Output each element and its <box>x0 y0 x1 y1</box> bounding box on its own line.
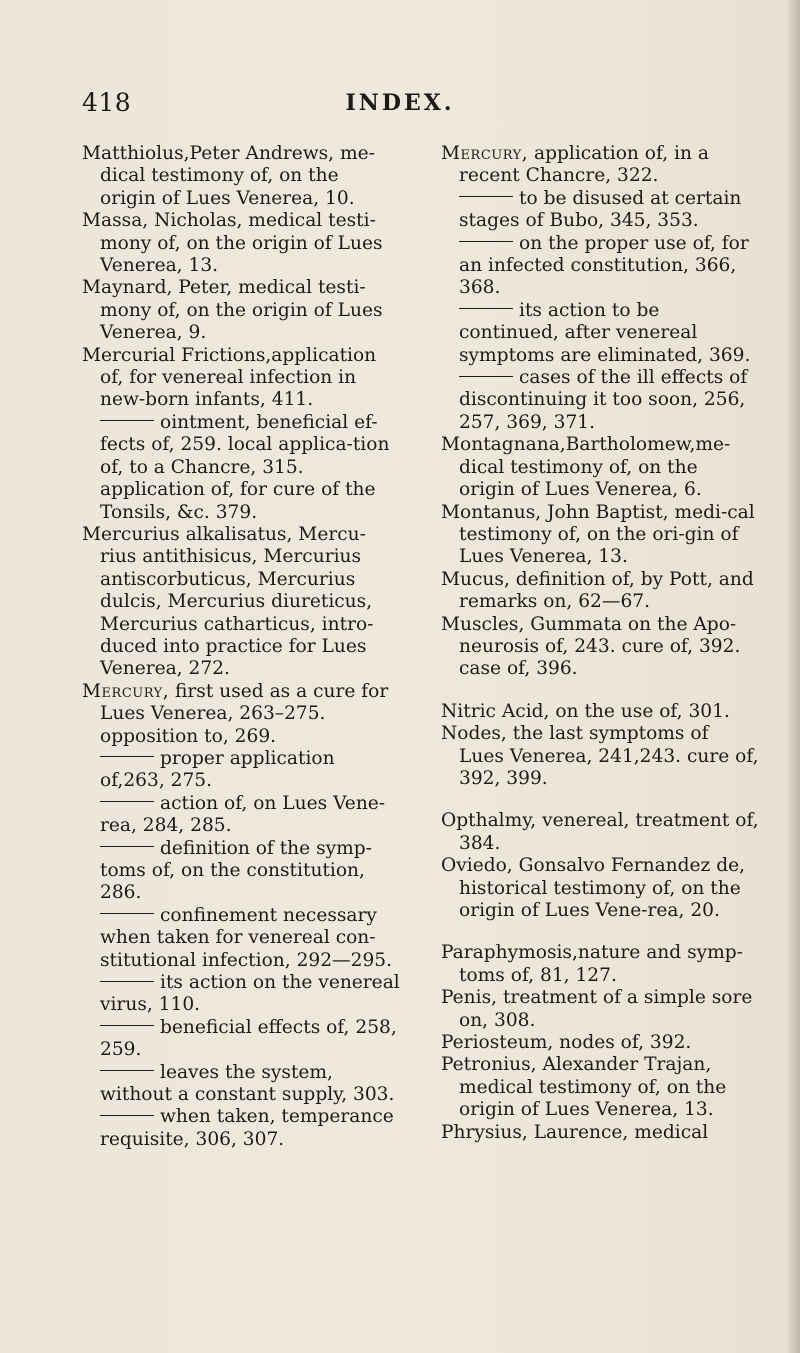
index-subentry <box>82 1062 400 1107</box>
index-entry <box>441 569 759 614</box>
entry-text: Paraphymosis,nature and symp-toms of, 81, 127. <box>441 942 743 986</box>
index-subentry <box>82 1106 400 1151</box>
index-entry <box>441 143 759 188</box>
entry-text: Periosteum, nodes of, 392. <box>441 1032 692 1054</box>
entry-text: ointment, beneficial ef-fects of, 259. local applica-tion of, to a Chancre, 315. application of, for cure of the Tonsils, &c. 379. <box>100 411 390 523</box>
entry-text: Mercurius alkalisatus, Mercu-rius antithisicus, Mercurius antiscorbuticus, Mercurius dulcis, Mercurius diureticus, Mercurius catharticus, intro-duced into practice for Lues Venerea, 272. <box>82 523 374 680</box>
index-entry <box>82 681 400 748</box>
index-entry <box>441 502 759 569</box>
repeat-dash <box>100 846 154 847</box>
index-entry <box>441 614 759 681</box>
entry-gap <box>441 790 759 810</box>
index-entry <box>441 810 759 855</box>
entry-text: Maynard, Peter, medical testi-mony of, on the origin of Lues Venerea, 9. <box>82 277 383 344</box>
entry-text: Mercurial Frictions,application of, for venereal infection in new-born infants, 411. <box>82 344 377 411</box>
entry-text: leaves the system, without a constant supply, 303. <box>100 1061 395 1106</box>
repeat-dash <box>100 801 154 802</box>
index-subentry <box>82 412 400 524</box>
entry-text: confinement necessary when taken for venereal con-stitutional infection, 292—295. <box>100 904 393 971</box>
entry-text: beneficial effects of, 258, 259. <box>100 1016 397 1061</box>
repeat-dash <box>100 1025 154 1026</box>
index-entry <box>441 434 759 501</box>
index-entry <box>441 1122 759 1144</box>
index-subentry <box>82 793 400 838</box>
entry-text: Mucus, definition of, by Pott, and remarks on, 62—67. <box>441 568 754 613</box>
entry-text: on the proper use of, for an infected constitution, 366, 368. <box>459 232 749 299</box>
index-subentry <box>441 188 759 233</box>
entry-text: first used as a cure for Lues Venerea, 263–275. opposition to, 269. <box>100 680 389 747</box>
page-edge-shadow <box>786 0 800 1353</box>
entry-text: Montagnana,Bartholomew,me-dical testimony of, on the origin of Lues Venerea, 6. <box>441 434 731 501</box>
repeat-dash <box>100 981 154 982</box>
entry-text: its action on the venereal virus, 110. <box>100 972 400 1016</box>
index-subentry <box>82 838 400 905</box>
index-subentry <box>441 367 759 434</box>
repeat-dash <box>100 420 154 421</box>
entry-text: proper application of,263, 275. <box>100 747 335 792</box>
repeat-dash <box>459 376 513 377</box>
entry-text: Petronius, Alexander Trajan, medical testimony of, on the origin of Lues Venerea, 13. <box>441 1054 727 1121</box>
index-entry <box>82 143 400 210</box>
repeat-dash <box>100 913 154 914</box>
entry-text: Massa, Nicholas, medical testi-mony of, on the origin of Lues Venerea, 13. <box>82 210 383 277</box>
repeat-dash <box>459 196 513 197</box>
index-entry <box>441 1054 759 1121</box>
entry-gap <box>441 922 759 942</box>
repeat-dash <box>459 241 513 242</box>
entry-text: Opthalmy, venereal, treatment of, 384. <box>441 810 759 854</box>
left-column <box>82 143 400 1151</box>
page-number: 418 <box>82 88 132 117</box>
entry-text: Penis, treatment of a simple sore on, 308. <box>441 987 753 1031</box>
entry-text: definition of the symp-toms of, on the constitution, 286. <box>100 837 372 904</box>
index-subentry <box>82 748 400 793</box>
entry-text: when taken, temperance requisite, 306, 307. <box>100 1106 394 1150</box>
index-entry <box>441 701 759 723</box>
index-entry <box>82 210 400 277</box>
entry-heading: Mercury, <box>82 680 170 702</box>
repeat-dash <box>459 308 513 309</box>
index-subentry <box>441 300 759 367</box>
entry-text: application of, in a recent Chancre, 322. <box>459 143 709 187</box>
repeat-dash <box>100 1115 154 1116</box>
index-subentry <box>82 1017 400 1062</box>
entry-text: cases of the ill effects of discontinuing it too soon, 256, 257, 369, 371. <box>459 367 748 433</box>
entry-text: Nitric Acid, on the use of, 301. <box>441 700 730 722</box>
index-entry <box>82 277 400 344</box>
entry-text: Muscles, Gummata on the Apo-neurosis of, 243. cure of, 392. case of, 396. <box>441 613 741 680</box>
index-subentry <box>441 233 759 300</box>
entry-text: action of, on Lues Vene-rea, 284, 285. <box>100 792 386 837</box>
running-title: INDEX. <box>345 90 455 116</box>
right-column <box>441 143 759 1144</box>
index-entry <box>441 1032 759 1054</box>
index-subentry <box>82 972 400 1017</box>
index-subentry <box>82 905 400 972</box>
index-entry <box>441 942 759 987</box>
entry-text: Matthiolus,Peter Andrews, me-dical testimony of, on the origin of Lues Venerea, 10. <box>82 143 375 209</box>
entry-heading: Mercury, <box>441 143 529 164</box>
index-entry <box>441 855 759 922</box>
entry-text: Phrysius, Laurence, medical <box>441 1121 709 1143</box>
index-entry <box>441 723 759 790</box>
entry-text: Montanus, John Baptist, medi-cal testimony of, on the ori-gin of Lues Venerea, 13. <box>441 501 755 568</box>
repeat-dash <box>100 756 154 757</box>
entry-gap <box>441 681 759 701</box>
entry-text: its action to be continued, after venereal symptoms are eliminated, 369. <box>459 299 751 366</box>
entry-text: to be disused at certain stages of Bubo, 345, 353. <box>459 187 742 232</box>
index-entry <box>82 345 400 412</box>
page-header <box>0 88 800 128</box>
entry-text: Oviedo, Gonsalvo Fernandez de, historical testimony of, on the origin of Lues Vene-rea, 20. <box>441 855 746 921</box>
index-entry <box>441 987 759 1032</box>
repeat-dash <box>100 1070 154 1071</box>
entry-text: Nodes, the last symptoms of Lues Venerea, 241,243. cure of, 392, 399. <box>441 723 759 789</box>
index-entry <box>82 524 400 681</box>
